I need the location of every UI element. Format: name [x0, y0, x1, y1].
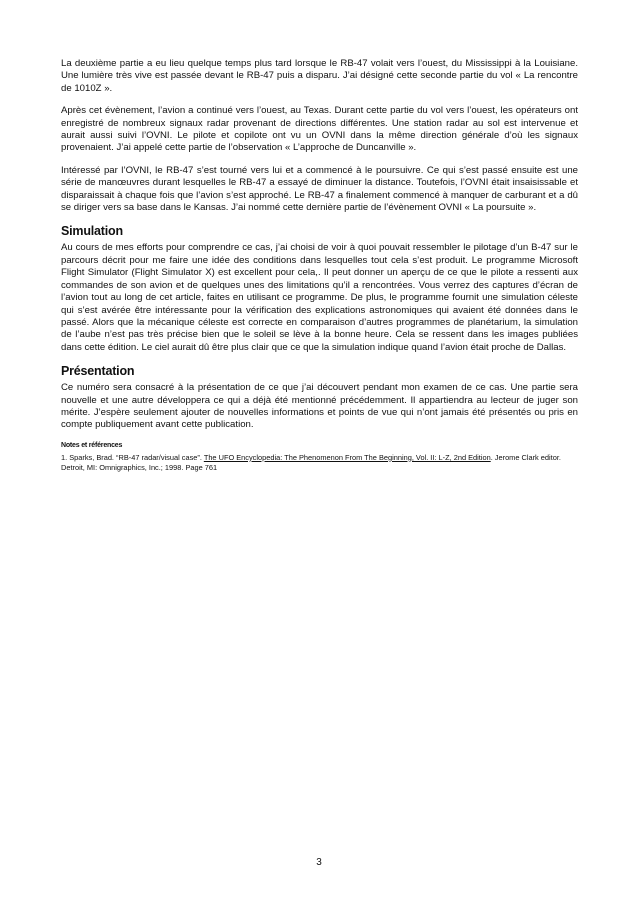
notes-heading: Notes et références	[61, 441, 123, 449]
heading-presentation: Présentation	[61, 364, 135, 379]
paragraph-1010z: La deuxième partie a eu lieu quelque temps plus tard lorsque le RB-47 volait vers l’ouest, du Mississippi à la Louisiane. Une lumière très vive est passée devant le RB-47 puis a disparu. J’ai désigné cette seconde partie du vol « La rencontre de 1010Z ».	[61, 58, 578, 94]
footnote-1-suffix: . Jerome Clark editor. Detroit, MI: Omnigraphics, Inc.; 1998. Page 761	[61, 452, 561, 473]
footnote-1-prefix: 1. Sparks, Brad. “RB-47 radar/visual case”.	[61, 452, 204, 462]
paragraph-presentation: Ce numéro sera consacré à la présentation de ce que j’ai découvert pendant mon examen de ce cas. Une partie sera nouvelle et une autre développera ce qui a déjà été mentionné précédemment. Il appartiendra au lecteur de juger son mérite. J’espère seulement ajouter de nouvelles informations et points de vue qui n’ont jamais été présentés ou pris en compte publiquement avant cette publication.	[61, 382, 578, 431]
paragraph-simulation: Au cours de mes efforts pour comprendre ce cas, j’ai choisi de voir à quoi pouvait ressembler le pilotage d’un B-47 sur le parcours décrit pour me faire une idée des conditions dans lesquelles tout cela s’est produit. Le programme Microsoft Flight Simulator (Flight Simulator X) est excellent pour cela,. Il peut donner un aperçu de ce que le pilote a ressenti aux commandes de son avion et de quelques unes des limitations qu’il a rencontrées. Vous verrez des captures d’écran de l’avion tout au long de cet article, faites en utilisant ce programme. De plus, le programme fournit une simulation céleste qui s’est avérée être intéressante pour la vérification des explications astronomiques qui avaient été données dans le passé. Alors que la mécanique céleste est correcte en comparaison d’autres programmes de planétarium, la simulation de l’aube n’est pas très précise bien que le soleil se lève à la bonne heure. Cela se ressent dans les images publiées dans cette édition. Le ciel aurait dû être plus clair que ce que la simulation indique quand l’avion était proche de Dallas.	[61, 242, 578, 353]
footnote-1	[61, 453, 578, 474]
paragraph-duncanville: Après cet évènement, l’avion a continué vers l’ouest, au Texas. Durant cette partie du vol vers l’ouest, les opérateurs ont enregistré de nombreux signaux radar provenant de directions différentes. Une station radar au sol est intervenue et aurait aussi suivi l’OVNI. Le pilote et copilote ont vu un OVNI dans la même direction générale d’où les signaux provenaient. J’ai appelé cette partie de l’observation « L’approche de Duncanville ».	[61, 105, 578, 154]
footnote-1-title: The UFO Encyclopedia: The Phenomenon From The Beginning, Vol. II: L-Z, 2nd Edition	[203, 452, 491, 462]
paragraph-poursuite: Intéressé par l’OVNI, le RB-47 s’est tourné vers lui et a commencé à le poursuivre. Ce qui s’est passé ensuite est une série de manœuvres durant lesquelles le RB-47 a essayé de diminuer la distance. Toutefois, l’OVNI était insaisissable et disparaissait à chaque fois que l’avion s’est approché. Le RB-47 a finalement commencé à manquer de carburant et a dû se diriger vers sa base dans le Kansas. J’ai nommé cette dernière partie de l’évènement OVNI « La poursuite ».	[61, 164, 578, 214]
page-number: 3	[316, 857, 322, 868]
heading-simulation: Simulation	[61, 224, 123, 239]
